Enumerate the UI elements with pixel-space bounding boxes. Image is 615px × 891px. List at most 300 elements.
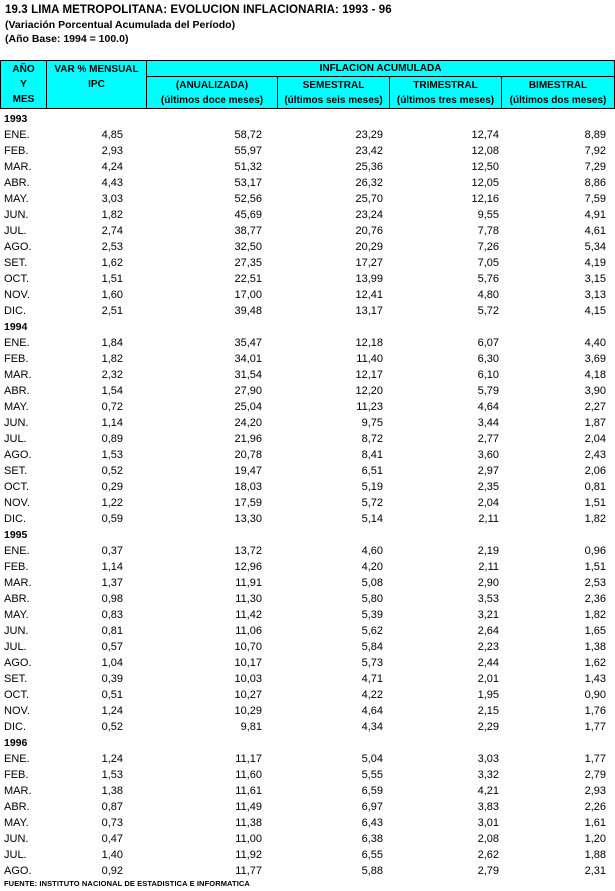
table-row (0, 623, 615, 639)
semestral-cell: 6,38 (361, 833, 383, 845)
monthly-var-cell: 0,51 (101, 689, 123, 701)
month-cell: OCT. (4, 689, 30, 701)
header-monthly-var: VAR % MENSUAL IPC (47, 61, 146, 108)
trimestral-cell: 3,32 (477, 769, 499, 781)
month-cell: JUL. (4, 849, 27, 861)
table-row (0, 671, 615, 687)
semestral-cell: 5,72 (361, 497, 383, 509)
trimestral-cell: 2,11 (478, 561, 499, 573)
bimestral-cell: 2,06 (584, 465, 606, 477)
semestral-cell: 12,17 (355, 369, 383, 381)
table-row (0, 799, 615, 815)
annualized-cell: 27,90 (234, 385, 262, 397)
annualized-cell: 10,29 (234, 705, 262, 717)
monthly-var-cell: 1,22 (101, 497, 123, 509)
trimestral-cell: 4,64 (477, 401, 499, 413)
bimestral-cell: 8,86 (584, 177, 606, 189)
monthly-var-cell: 0,81 (101, 625, 123, 637)
semestral-cell: 23,42 (355, 145, 383, 157)
table-row (0, 591, 615, 607)
annualized-cell: 11,91 (235, 577, 262, 589)
semestral-cell: 5,80 (361, 593, 383, 605)
annualized-cell: 27,35 (234, 257, 262, 269)
table-row (0, 127, 615, 143)
monthly-var-cell: 1,62 (101, 257, 123, 269)
trimestral-cell: 2,62 (477, 849, 499, 861)
table-row (0, 751, 615, 767)
month-cell: JUL. (4, 225, 27, 237)
semestral-cell: 5,62 (361, 625, 383, 637)
monthly-var-cell: 1,54 (101, 385, 123, 397)
month-cell: DIC. (4, 513, 26, 525)
monthly-var-cell: 1,24 (101, 705, 123, 717)
month-cell: FEB. (4, 145, 29, 157)
trimestral-cell: 4,80 (477, 289, 499, 301)
monthly-var-cell: 0,89 (101, 433, 123, 445)
table-row (0, 511, 615, 527)
month-cell: ENE. (4, 129, 30, 141)
trimestral-cell: 12,50 (471, 161, 499, 173)
annualized-cell: 10,27 (234, 689, 262, 701)
trimestral-cell: 12,05 (471, 177, 499, 189)
semestral-cell: 4,20 (361, 561, 383, 573)
year-row (0, 735, 615, 751)
trimestral-cell: 12,08 (471, 145, 499, 157)
month-cell: AGO. (4, 241, 32, 253)
month-cell: NOV. (4, 289, 30, 301)
monthly-var-cell: 0,83 (101, 609, 123, 621)
month-cell: JUN. (4, 417, 29, 429)
annualized-cell: 51,32 (234, 161, 262, 173)
monthly-var-cell: 0,39 (101, 673, 123, 685)
bimestral-cell: 4,40 (584, 337, 606, 349)
table-row (0, 719, 615, 735)
month-cell: MAR. (4, 161, 32, 173)
bimestral-cell: 3,90 (584, 385, 606, 397)
bimestral-cell: 2,93 (584, 785, 606, 797)
trimestral-cell: 4,21 (477, 785, 499, 797)
monthly-var-cell: 0,29 (101, 481, 123, 493)
table-row (0, 447, 615, 463)
semestral-cell: 23,24 (355, 209, 383, 221)
month-cell: ABR. (4, 801, 30, 813)
monthly-var-cell: 0,98 (101, 593, 123, 605)
annualized-cell: 10,03 (234, 673, 262, 685)
semestral-cell: 13,99 (355, 273, 383, 285)
month-cell: MAY. (4, 817, 29, 829)
table-row (0, 159, 615, 175)
semestral-cell: 12,41 (355, 289, 383, 301)
monthly-var-cell: 1,53 (101, 449, 123, 461)
table-row (0, 863, 615, 879)
table-row (0, 303, 615, 319)
header-divider (146, 60, 147, 109)
source-note: FUENTE: INSTITUTO NACIONAL DE ESTADISTICA E INFORMATICA (4, 879, 250, 888)
monthly-var-cell: 1,84 (101, 337, 123, 349)
bimestral-cell: 1,77 (584, 753, 606, 765)
month-cell: NOV. (4, 705, 30, 717)
table-row (0, 831, 615, 847)
month-cell: OCT. (4, 273, 30, 285)
annualized-cell: 35,47 (234, 337, 262, 349)
monthly-var-cell: 1,60 (101, 289, 123, 301)
monthly-var-cell: 1,14 (101, 417, 123, 429)
monthly-var-cell: 2,93 (101, 145, 123, 157)
header-mid-rule (146, 76, 615, 77)
trimestral-cell: 3,21 (477, 609, 499, 621)
annualized-cell: 45,69 (234, 209, 262, 221)
monthly-var-cell: 4,24 (101, 161, 123, 173)
bimestral-cell: 7,92 (584, 145, 606, 157)
semestral-cell: 4,64 (361, 705, 383, 717)
semestral-cell: 4,60 (361, 545, 383, 557)
bimestral-cell: 2,79 (584, 769, 606, 781)
monthly-var-cell: 1,53 (101, 769, 123, 781)
semestral-cell: 4,71 (361, 673, 383, 685)
bimestral-cell: 2,31 (584, 865, 606, 877)
trimestral-cell: 3,44 (477, 417, 499, 429)
bimestral-cell: 7,29 (584, 161, 606, 173)
table-row (0, 255, 615, 271)
semestral-cell: 6,55 (361, 849, 383, 861)
monthly-var-cell: 0,72 (101, 401, 123, 413)
trimestral-cell: 3,01 (477, 817, 499, 829)
trimestral-cell: 7,78 (477, 225, 499, 237)
bimestral-cell: 4,15 (584, 305, 606, 317)
month-cell: DIC. (4, 721, 26, 733)
bimestral-cell: 2,04 (584, 433, 606, 445)
annualized-cell: 11,77 (235, 865, 262, 877)
month-cell: JUN. (4, 833, 29, 845)
monthly-var-cell: 0,37 (101, 545, 123, 557)
annualized-cell: 13,72 (234, 545, 262, 557)
semestral-cell: 5,39 (361, 609, 383, 621)
table-row (0, 399, 615, 415)
trimestral-cell: 2,90 (477, 577, 499, 589)
annualized-cell: 21,96 (234, 433, 262, 445)
annualized-cell: 10,17 (234, 657, 262, 669)
year-label: 1994 (4, 321, 28, 333)
month-cell: AGO. (4, 657, 32, 669)
month-cell: MAY. (4, 193, 29, 205)
bimestral-cell: 1,38 (584, 641, 606, 653)
month-cell: JUN. (4, 625, 29, 637)
table-row (0, 431, 615, 447)
month-cell: MAR. (4, 369, 32, 381)
annualized-cell: 11,60 (235, 769, 262, 781)
monthly-var-cell: 2,74 (101, 225, 123, 237)
table-row (0, 847, 615, 863)
bimestral-cell: 7,59 (584, 193, 606, 205)
trimestral-cell: 7,05 (477, 257, 499, 269)
semestral-cell: 6,43 (361, 817, 383, 829)
semestral-cell: 25,70 (355, 193, 383, 205)
trimestral-cell: 3,83 (477, 801, 499, 813)
header-divider (277, 76, 278, 109)
monthly-var-cell: 2,51 (101, 305, 123, 317)
table-header (0, 60, 615, 109)
semestral-cell: 11,23 (356, 401, 383, 413)
monthly-var-cell: 1,38 (101, 785, 123, 797)
trimestral-cell: 2,08 (477, 833, 499, 845)
trimestral-cell: 2,19 (477, 545, 499, 557)
table-row (0, 463, 615, 479)
table-row (0, 415, 615, 431)
monthly-var-cell: 0,57 (101, 641, 123, 653)
table-row (0, 495, 615, 511)
semestral-cell: 20,29 (355, 241, 383, 253)
monthly-var-cell: 0,47 (101, 833, 123, 845)
trimestral-cell: 7,26 (477, 241, 499, 253)
trimestral-cell: 5,79 (477, 385, 499, 397)
month-cell: MAR. (4, 577, 32, 589)
annualized-cell: 11,17 (235, 753, 262, 765)
semestral-cell: 5,04 (361, 753, 383, 765)
trimestral-cell: 2,44 (477, 657, 499, 669)
bimestral-cell: 2,43 (584, 449, 606, 461)
month-cell: FEB. (4, 353, 29, 365)
semestral-cell: 5,88 (361, 865, 383, 877)
annualized-cell: 20,78 (234, 449, 262, 461)
header-year-month: AÑO Y MES (1, 61, 46, 108)
table-row (0, 207, 615, 223)
bimestral-cell: 3,69 (584, 353, 606, 365)
title-block (5, 3, 392, 46)
annualized-cell: 22,51 (234, 273, 262, 285)
annualized-cell: 31,54 (234, 369, 262, 381)
semestral-cell: 8,41 (361, 449, 383, 461)
table-row (0, 767, 615, 783)
bimestral-cell: 1,43 (584, 673, 606, 685)
header-annualized: (ANUALIZADA) (últimos doce meses) (147, 77, 277, 108)
trimestral-cell: 2,64 (477, 625, 499, 637)
trimestral-cell: 2,79 (477, 865, 499, 877)
table-row (0, 287, 615, 303)
bimestral-cell: 8,89 (584, 129, 606, 141)
bimestral-cell: 1,77 (584, 721, 606, 733)
header-bottom-rule (0, 108, 615, 109)
trimestral-cell: 2,35 (477, 481, 499, 493)
month-cell: NOV. (4, 497, 30, 509)
semestral-cell: 8,72 (361, 433, 383, 445)
annualized-cell: 13,30 (234, 513, 262, 525)
header-bimestral: BIMESTRAL (últimos dos meses) (502, 77, 614, 108)
trimestral-cell: 2,11 (478, 513, 499, 525)
month-cell: SET. (4, 257, 28, 269)
monthly-var-cell: 0,73 (101, 817, 123, 829)
year-label: 1995 (4, 529, 28, 541)
month-cell: FEB. (4, 769, 29, 781)
table-body (0, 111, 615, 879)
month-cell: JUN. (4, 209, 29, 221)
bimestral-cell: 2,27 (584, 401, 606, 413)
annualized-cell: 53,17 (234, 177, 262, 189)
table-row (0, 575, 615, 591)
year-row (0, 319, 615, 335)
month-cell: FEB. (4, 561, 29, 573)
trimestral-cell: 5,76 (477, 273, 499, 285)
trimestral-cell: 2,29 (477, 721, 499, 733)
bimestral-cell: 1,88 (584, 849, 606, 861)
trimestral-cell: 2,01 (477, 673, 499, 685)
monthly-var-cell: 2,53 (101, 241, 123, 253)
table-row (0, 559, 615, 575)
table-row (0, 239, 615, 255)
month-cell: MAY. (4, 609, 29, 621)
monthly-var-cell: 0,52 (101, 721, 123, 733)
table-row (0, 191, 615, 207)
table-row (0, 479, 615, 495)
bimestral-cell: 1,20 (584, 833, 606, 845)
table-row (0, 367, 615, 383)
bimestral-cell: 1,82 (584, 609, 606, 621)
annualized-cell: 55,97 (234, 145, 262, 157)
annualized-cell: 52,56 (234, 193, 262, 205)
trimestral-cell: 2,04 (477, 497, 499, 509)
bimestral-cell: 1,61 (584, 817, 606, 829)
semestral-cell: 11,40 (356, 353, 383, 365)
semestral-cell: 12,20 (355, 385, 383, 397)
header-divider (0, 60, 1, 109)
header-divider (46, 60, 47, 109)
header-divider (389, 76, 390, 109)
annualized-cell: 11,06 (235, 625, 262, 637)
bimestral-cell: 2,26 (584, 801, 606, 813)
trimestral-cell: 9,55 (477, 209, 499, 221)
table-row (0, 607, 615, 623)
table-row (0, 783, 615, 799)
annualized-cell: 19,47 (234, 465, 262, 477)
trimestral-cell: 6,07 (477, 337, 499, 349)
semestral-cell: 26,32 (355, 177, 383, 189)
annualized-cell: 34,01 (234, 353, 262, 365)
semestral-cell: 23,29 (355, 129, 383, 141)
annualized-cell: 9,81 (240, 721, 262, 733)
semestral-cell: 6,59 (361, 785, 383, 797)
month-cell: ENE. (4, 545, 30, 557)
header-divider (501, 76, 502, 109)
month-cell: ABR. (4, 385, 30, 397)
annualized-cell: 38,77 (234, 225, 262, 237)
annualized-cell: 24,20 (234, 417, 262, 429)
table-row (0, 175, 615, 191)
annualized-cell: 10,70 (234, 641, 262, 653)
month-cell: SET. (4, 465, 28, 477)
table-row (0, 351, 615, 367)
annualized-cell: 11,42 (235, 609, 262, 621)
monthly-var-cell: 1,24 (101, 753, 123, 765)
annualized-cell: 11,49 (235, 801, 262, 813)
month-cell: OCT. (4, 481, 30, 493)
monthly-var-cell: 1,14 (101, 561, 123, 573)
month-cell: JUL. (4, 641, 27, 653)
page-subtitle: (Variación Porcentual Acumulada del Período) (5, 19, 236, 31)
table-row (0, 335, 615, 351)
month-cell: MAY. (4, 401, 29, 413)
bimestral-cell: 2,53 (584, 577, 606, 589)
annualized-cell: 17,00 (234, 289, 262, 301)
trimestral-cell: 6,10 (477, 369, 499, 381)
semestral-cell: 5,84 (361, 641, 383, 653)
bimestral-cell: 3,15 (584, 273, 606, 285)
trimestral-cell: 3,03 (477, 753, 499, 765)
month-cell: JUL. (4, 433, 27, 445)
annualized-cell: 32,50 (234, 241, 262, 253)
annualized-cell: 25,04 (234, 401, 262, 413)
month-cell: AGO. (4, 449, 32, 461)
monthly-var-cell: 1,40 (101, 849, 123, 861)
table-row (0, 815, 615, 831)
header-semestral: SEMESTRAL (últimos seis meses) (278, 77, 389, 108)
trimestral-cell: 3,53 (477, 593, 499, 605)
semestral-cell: 5,55 (361, 769, 383, 781)
trimestral-cell: 2,77 (477, 433, 499, 445)
monthly-var-cell: 1,82 (101, 209, 123, 221)
monthly-var-cell: 0,92 (101, 865, 123, 877)
table-row (0, 703, 615, 719)
year-label: 1993 (4, 113, 28, 125)
monthly-var-cell: 1,37 (101, 577, 123, 589)
monthly-var-cell: 4,85 (101, 129, 123, 141)
monthly-var-cell: 1,82 (101, 353, 123, 365)
month-cell: ENE. (4, 337, 30, 349)
semestral-cell: 13,17 (355, 305, 383, 317)
bimestral-cell: 3,13 (584, 289, 606, 301)
table-row (0, 655, 615, 671)
month-cell: ABR. (4, 177, 30, 189)
bimestral-cell: 1,51 (584, 497, 606, 509)
monthly-var-cell: 3,03 (101, 193, 123, 205)
table-row (0, 223, 615, 239)
table-row (0, 687, 615, 703)
trimestral-cell: 6,30 (477, 353, 499, 365)
monthly-var-cell: 0,87 (101, 801, 123, 813)
year-label: 1996 (4, 737, 28, 749)
table-row (0, 271, 615, 287)
annualized-cell: 11,00 (235, 833, 262, 845)
bimestral-cell: 2,36 (584, 593, 606, 605)
month-cell: MAR. (4, 785, 32, 797)
month-cell: ENE. (4, 753, 30, 765)
month-cell: AGO. (4, 865, 32, 877)
semestral-cell: 5,19 (361, 481, 383, 493)
bimestral-cell: 0,96 (584, 545, 606, 557)
semestral-cell: 20,76 (355, 225, 383, 237)
bimestral-cell: 4,61 (584, 225, 606, 237)
bimestral-cell: 1,76 (584, 705, 606, 717)
semestral-cell: 5,14 (361, 513, 383, 525)
bimestral-cell: 0,81 (584, 481, 606, 493)
month-cell: DIC. (4, 305, 26, 317)
year-row (0, 527, 615, 543)
monthly-var-cell: 0,52 (101, 465, 123, 477)
trimestral-cell: 1,95 (477, 689, 499, 701)
semestral-cell: 6,51 (361, 465, 383, 477)
bimestral-cell: 4,19 (584, 257, 606, 269)
trimestral-cell: 2,23 (477, 641, 499, 653)
semestral-cell: 5,73 (361, 657, 383, 669)
semestral-cell: 4,22 (361, 689, 383, 701)
monthly-var-cell: 2,32 (101, 369, 123, 381)
bimestral-cell: 1,82 (584, 513, 606, 525)
header-inflation-group: INFLACION ACUMULADA (147, 61, 614, 76)
annualized-cell: 11,61 (235, 785, 262, 797)
bimestral-cell: 4,91 (584, 209, 606, 221)
semestral-cell: 12,18 (355, 337, 383, 349)
monthly-var-cell: 1,51 (101, 273, 123, 285)
semestral-cell: 9,75 (361, 417, 383, 429)
annualized-cell: 17,59 (234, 497, 262, 509)
